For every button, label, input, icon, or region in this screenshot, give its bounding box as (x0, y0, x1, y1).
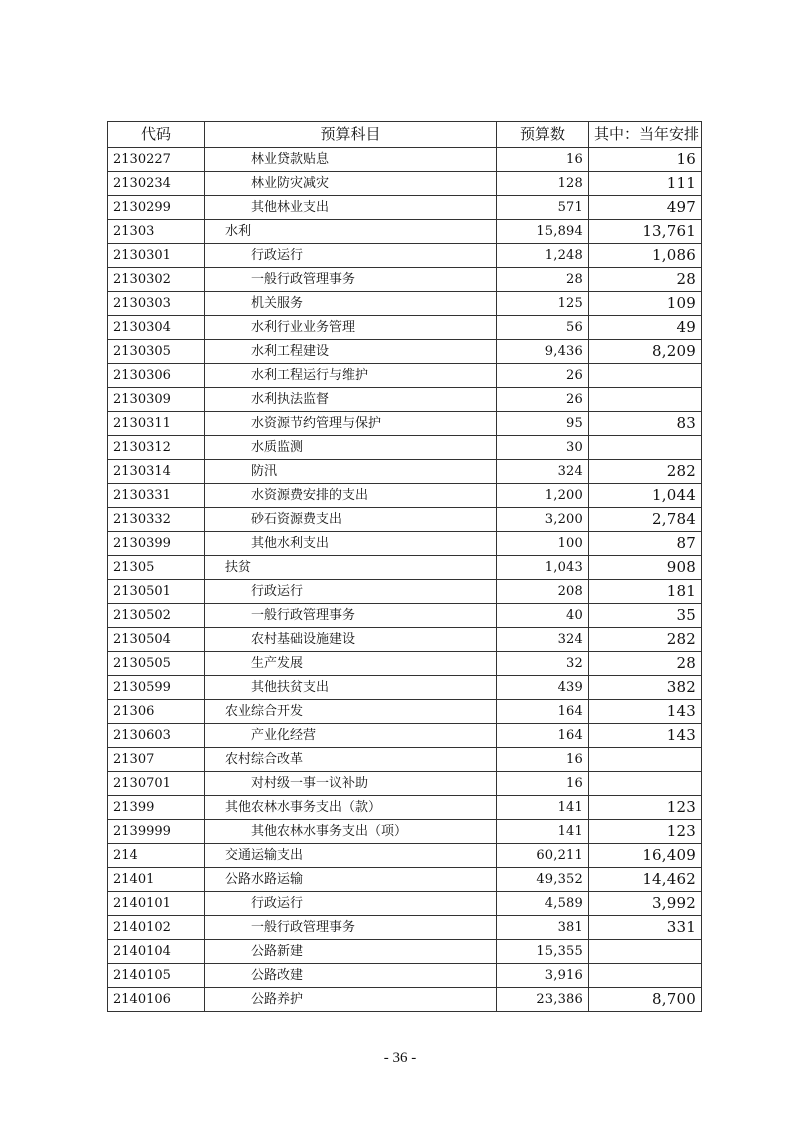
cell-subject: 林业防灾减灾 (205, 172, 497, 196)
cell-current-year: 49 (589, 316, 702, 340)
cell-code: 2130599 (108, 676, 205, 700)
cell-budget: 439 (497, 676, 589, 700)
table-row (108, 628, 702, 652)
table-row (108, 796, 702, 820)
cell-budget: 125 (497, 292, 589, 316)
cell-budget: 1,043 (497, 556, 589, 580)
cell-current-year: 13,761 (589, 220, 702, 244)
cell-subject: 水利行业业务管理 (205, 316, 497, 340)
cell-current-year: 1,086 (589, 244, 702, 268)
cell-subject: 林业贷款贴息 (205, 148, 497, 172)
cell-current-year: 87 (589, 532, 702, 556)
header-code: 代码 (108, 122, 205, 148)
cell-budget: 164 (497, 700, 589, 724)
cell-current-year: 83 (589, 412, 702, 436)
cell-subject: 行政运行 (205, 892, 497, 916)
cell-subject: 其他扶贫支出 (205, 676, 497, 700)
table-row (108, 916, 702, 940)
cell-subject: 对村级一事一议补助 (205, 772, 497, 796)
table-row (108, 580, 702, 604)
cell-current-year (589, 388, 702, 412)
cell-subject: 机关服务 (205, 292, 497, 316)
cell-current-year: 282 (589, 460, 702, 484)
cell-code: 21401 (108, 868, 205, 892)
cell-current-year: 35 (589, 604, 702, 628)
cell-current-year: 16,409 (589, 844, 702, 868)
cell-budget: 28 (497, 268, 589, 292)
cell-code: 2130331 (108, 484, 205, 508)
cell-code: 2130505 (108, 652, 205, 676)
cell-subject: 其他林业支出 (205, 196, 497, 220)
table-row (108, 892, 702, 916)
table-row (108, 172, 702, 196)
cell-current-year (589, 964, 702, 988)
cell-code: 2140105 (108, 964, 205, 988)
table-row (108, 388, 702, 412)
table-row (108, 196, 702, 220)
cell-code: 2130399 (108, 532, 205, 556)
cell-subject: 交通运输支出 (205, 844, 497, 868)
cell-budget: 164 (497, 724, 589, 748)
cell-code: 2130227 (108, 148, 205, 172)
cell-current-year: 28 (589, 268, 702, 292)
cell-budget: 141 (497, 820, 589, 844)
cell-code: 2140104 (108, 940, 205, 964)
cell-budget: 15,894 (497, 220, 589, 244)
cell-code: 2130303 (108, 292, 205, 316)
table-row (108, 700, 702, 724)
header-subject: 预算科目 (205, 122, 497, 148)
cell-code: 2130309 (108, 388, 205, 412)
cell-subject: 农业综合开发 (205, 700, 497, 724)
cell-current-year: 8,209 (589, 340, 702, 364)
cell-budget: 26 (497, 388, 589, 412)
cell-code: 2140106 (108, 988, 205, 1012)
cell-current-year: 14,462 (589, 868, 702, 892)
cell-budget: 128 (497, 172, 589, 196)
cell-current-year: 282 (589, 628, 702, 652)
table-row (108, 844, 702, 868)
cell-current-year (589, 772, 702, 796)
cell-subject: 水利工程建设 (205, 340, 497, 364)
cell-budget: 23,386 (497, 988, 589, 1012)
cell-budget: 141 (497, 796, 589, 820)
table-row (108, 268, 702, 292)
page-number: - 36 - (383, 1050, 417, 1066)
cell-code: 2130504 (108, 628, 205, 652)
cell-current-year: 3,992 (589, 892, 702, 916)
cell-subject: 水资源节约管理与保护 (205, 412, 497, 436)
cell-code: 2130501 (108, 580, 205, 604)
cell-code: 2130502 (108, 604, 205, 628)
cell-code: 2140101 (108, 892, 205, 916)
cell-subject: 水利执法监督 (205, 388, 497, 412)
cell-code: 2130311 (108, 412, 205, 436)
cell-code: 2130234 (108, 172, 205, 196)
cell-current-year: 8,700 (589, 988, 702, 1012)
table-row (108, 244, 702, 268)
cell-current-year: 908 (589, 556, 702, 580)
cell-subject: 水利 (205, 220, 497, 244)
cell-current-year: 109 (589, 292, 702, 316)
cell-budget: 3,916 (497, 964, 589, 988)
cell-budget: 30 (497, 436, 589, 460)
cell-current-year (589, 940, 702, 964)
cell-subject: 扶贫 (205, 556, 497, 580)
cell-code: 21399 (108, 796, 205, 820)
table-row (108, 532, 702, 556)
table-row (108, 292, 702, 316)
cell-subject: 公路养护 (205, 988, 497, 1012)
cell-budget: 381 (497, 916, 589, 940)
table-row (108, 988, 702, 1012)
cell-budget: 4,589 (497, 892, 589, 916)
cell-budget: 16 (497, 772, 589, 796)
cell-current-year: 497 (589, 196, 702, 220)
table-row (108, 316, 702, 340)
table-row (108, 340, 702, 364)
cell-code: 2130701 (108, 772, 205, 796)
cell-budget: 3,200 (497, 508, 589, 532)
cell-current-year: 16 (589, 148, 702, 172)
cell-subject: 水利工程运行与维护 (205, 364, 497, 388)
cell-budget: 16 (497, 748, 589, 772)
cell-budget: 15,355 (497, 940, 589, 964)
cell-budget: 60,211 (497, 844, 589, 868)
cell-current-year: 28 (589, 652, 702, 676)
cell-budget: 56 (497, 316, 589, 340)
table-row (108, 436, 702, 460)
cell-budget: 1,200 (497, 484, 589, 508)
budget-table (107, 121, 702, 1012)
table-row (108, 868, 702, 892)
cell-current-year (589, 436, 702, 460)
cell-code: 21306 (108, 700, 205, 724)
cell-code: 2130302 (108, 268, 205, 292)
cell-subject: 砂石资源费支出 (205, 508, 497, 532)
cell-current-year: 331 (589, 916, 702, 940)
cell-budget: 40 (497, 604, 589, 628)
cell-subject: 公路水路运输 (205, 868, 497, 892)
table-row (108, 676, 702, 700)
cell-budget: 1,248 (497, 244, 589, 268)
cell-code: 2130306 (108, 364, 205, 388)
cell-code: 2130314 (108, 460, 205, 484)
cell-budget: 324 (497, 628, 589, 652)
cell-current-year: 143 (589, 724, 702, 748)
cell-current-year (589, 364, 702, 388)
cell-current-year: 143 (589, 700, 702, 724)
cell-code: 2130332 (108, 508, 205, 532)
table-row (108, 460, 702, 484)
header-budget: 预算数 (497, 122, 589, 148)
table-row (108, 724, 702, 748)
table-row (108, 604, 702, 628)
cell-subject: 农村综合改革 (205, 748, 497, 772)
table-row (108, 148, 702, 172)
table-row (108, 412, 702, 436)
table-row (108, 556, 702, 580)
cell-current-year: 181 (589, 580, 702, 604)
cell-code: 21307 (108, 748, 205, 772)
table-body (108, 148, 702, 1012)
table-row (108, 772, 702, 796)
cell-current-year: 123 (589, 796, 702, 820)
cell-budget: 49,352 (497, 868, 589, 892)
cell-current-year: 1,044 (589, 484, 702, 508)
table-row (108, 748, 702, 772)
cell-code: 21303 (108, 220, 205, 244)
cell-budget: 9,436 (497, 340, 589, 364)
cell-subject: 其他农林水事务支出（款） (205, 796, 497, 820)
table-row (108, 652, 702, 676)
cell-code: 2140102 (108, 916, 205, 940)
cell-budget: 32 (497, 652, 589, 676)
cell-subject: 其他水利支出 (205, 532, 497, 556)
table-row (108, 364, 702, 388)
cell-code: 21305 (108, 556, 205, 580)
cell-subject: 一般行政管理事务 (205, 268, 497, 292)
cell-code: 2130305 (108, 340, 205, 364)
cell-current-year: 382 (589, 676, 702, 700)
header-current-year: 其中：当年安排 (589, 122, 702, 148)
cell-subject: 生产发展 (205, 652, 497, 676)
cell-budget: 571 (497, 196, 589, 220)
cell-budget: 324 (497, 460, 589, 484)
cell-subject: 行政运行 (205, 580, 497, 604)
cell-subject: 产业化经营 (205, 724, 497, 748)
cell-subject: 一般行政管理事务 (205, 916, 497, 940)
cell-current-year (589, 748, 702, 772)
cell-current-year: 2,784 (589, 508, 702, 532)
cell-subject: 行政运行 (205, 244, 497, 268)
table-row (108, 940, 702, 964)
cell-subject: 水质监测 (205, 436, 497, 460)
cell-code: 2130301 (108, 244, 205, 268)
cell-budget: 208 (497, 580, 589, 604)
cell-code: 2130312 (108, 436, 205, 460)
cell-code: 2130603 (108, 724, 205, 748)
table-row (108, 964, 702, 988)
cell-subject: 公路改建 (205, 964, 497, 988)
cell-subject: 公路新建 (205, 940, 497, 964)
cell-subject: 农村基础设施建设 (205, 628, 497, 652)
cell-code: 2139999 (108, 820, 205, 844)
cell-budget: 16 (497, 148, 589, 172)
cell-current-year: 123 (589, 820, 702, 844)
cell-budget: 95 (497, 412, 589, 436)
cell-code: 2130299 (108, 196, 205, 220)
table-row (108, 484, 702, 508)
cell-code: 214 (108, 844, 205, 868)
cell-budget: 100 (497, 532, 589, 556)
table-row (108, 508, 702, 532)
table-header-row (108, 122, 702, 148)
cell-subject: 水资源费安排的支出 (205, 484, 497, 508)
cell-subject: 一般行政管理事务 (205, 604, 497, 628)
cell-subject: 防汛 (205, 460, 497, 484)
cell-budget: 26 (497, 364, 589, 388)
table-row (108, 820, 702, 844)
cell-current-year: 111 (589, 172, 702, 196)
cell-code: 2130304 (108, 316, 205, 340)
table-row (108, 220, 702, 244)
cell-subject: 其他农林水事务支出（项） (205, 820, 497, 844)
